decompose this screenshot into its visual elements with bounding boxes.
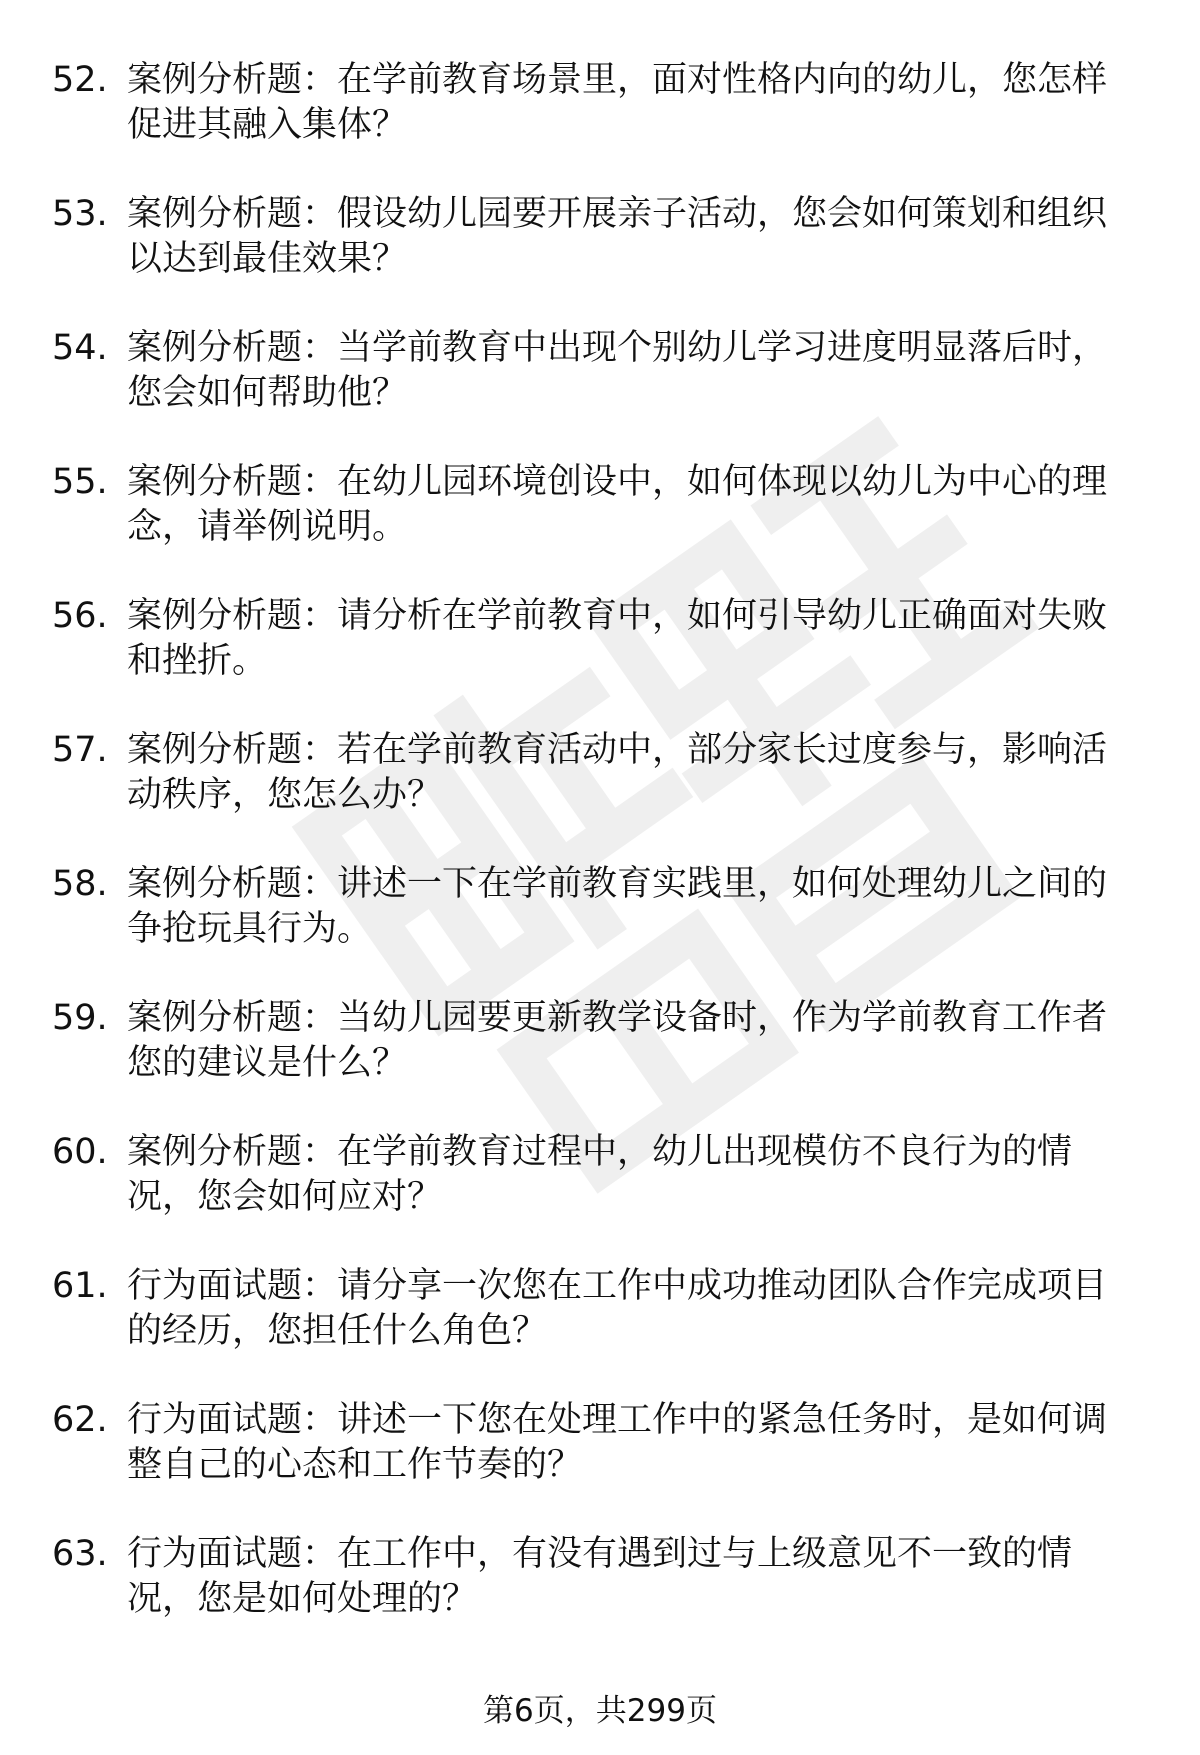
- question-text: 案例分析题：当学前教育中出现个别幼儿学习进度明显落后时，您会如何帮助他？: [127, 328, 1108, 413]
- question-text: 案例分析题：讲述一下在学前教育实践里，如何处理幼儿之间的争抢玩具行为。: [127, 864, 1108, 949]
- question-item: [52, 1398, 1142, 1488]
- question-item: [52, 58, 1142, 148]
- question-item: [52, 1264, 1142, 1354]
- question-number: 56.: [52, 596, 108, 636]
- question-number: 58.: [52, 864, 108, 904]
- question-number: 52.: [52, 60, 108, 100]
- question-text: 案例分析题：在学前教育场景里，面对性格内向的幼儿，您怎样促进其融入集体？: [127, 60, 1108, 145]
- question-item: [52, 1532, 1142, 1622]
- question-item: [52, 862, 1142, 952]
- question-text: 案例分析题：请分析在学前教育中，如何引导幼儿正确面对失败和挫折。: [127, 596, 1108, 681]
- question-number: 62.: [52, 1400, 108, 1440]
- question-item: [52, 996, 1142, 1086]
- question-text: 行为面试题：在工作中，有没有遇到过与上级意见不一致的情况，您是如何处理的？: [127, 1534, 1073, 1619]
- question-item: [52, 460, 1142, 550]
- question-item: [52, 728, 1142, 818]
- question-text: 行为面试题：讲述一下您在处理工作中的紧急任务时，是如何调整自己的心态和工作节奏的？: [127, 1400, 1108, 1485]
- question-item: [52, 1130, 1142, 1220]
- page-footer: 第6页，共299页: [483, 1693, 717, 1729]
- question-number: 55.: [52, 462, 108, 502]
- question-item: [52, 594, 1142, 684]
- question-number: 60.: [52, 1132, 108, 1172]
- question-text: 案例分析题：假设幼儿园要开展亲子活动，您会如何策划和组织以达到最佳效果？: [127, 194, 1108, 279]
- question-text: 案例分析题：若在学前教育活动中，部分家长过度参与，影响活动秩序，您怎么办？: [127, 730, 1108, 815]
- question-item: [52, 192, 1142, 282]
- question-number: 54.: [52, 328, 108, 368]
- question-number: 57.: [52, 730, 108, 770]
- question-text: 行为面试题：请分享一次您在工作中成功推动团队合作完成项目的经历，您担任什么角色？: [127, 1266, 1108, 1351]
- question-text: 案例分析题：在学前教育过程中，幼儿出现模仿不良行为的情况，您会如何应对？: [127, 1132, 1073, 1217]
- question-text: 案例分析题：在幼儿园环境创设中，如何体现以幼儿为中心的理念，请举例说明。: [127, 462, 1108, 547]
- question-number: 59.: [52, 998, 108, 1038]
- question-number: 53.: [52, 194, 108, 234]
- question-number: 61.: [52, 1266, 108, 1306]
- question-list: [52, 58, 1142, 1666]
- question-number: 63.: [52, 1534, 108, 1574]
- question-text: 案例分析题：当幼儿园要更新教学设备时，作为学前教育工作者您的建议是什么？: [127, 998, 1108, 1083]
- question-item: [52, 326, 1142, 416]
